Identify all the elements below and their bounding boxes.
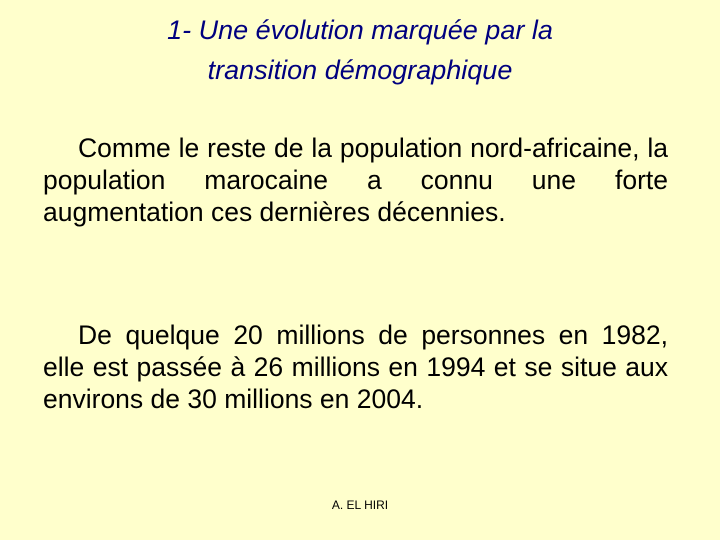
slide-title-line2: transition démographique (207, 55, 513, 85)
slide-title-line1: 1- Une évolution marquée par la (167, 15, 553, 45)
paragraph-population-growth: Comme le reste de la population nord-africaine, la population marocaine a connu une forte augmentation ces dernières décennies. (43, 133, 668, 227)
paragraph-population-figures: De quelque 20 millions de personnes en 1982, elle est passée à 26 millions en 1994 et se situe aux environs de 30 millions en 2004. (43, 320, 668, 414)
slide-title (60, 10, 660, 90)
author-footer: A. EL HIRI (331, 498, 389, 512)
